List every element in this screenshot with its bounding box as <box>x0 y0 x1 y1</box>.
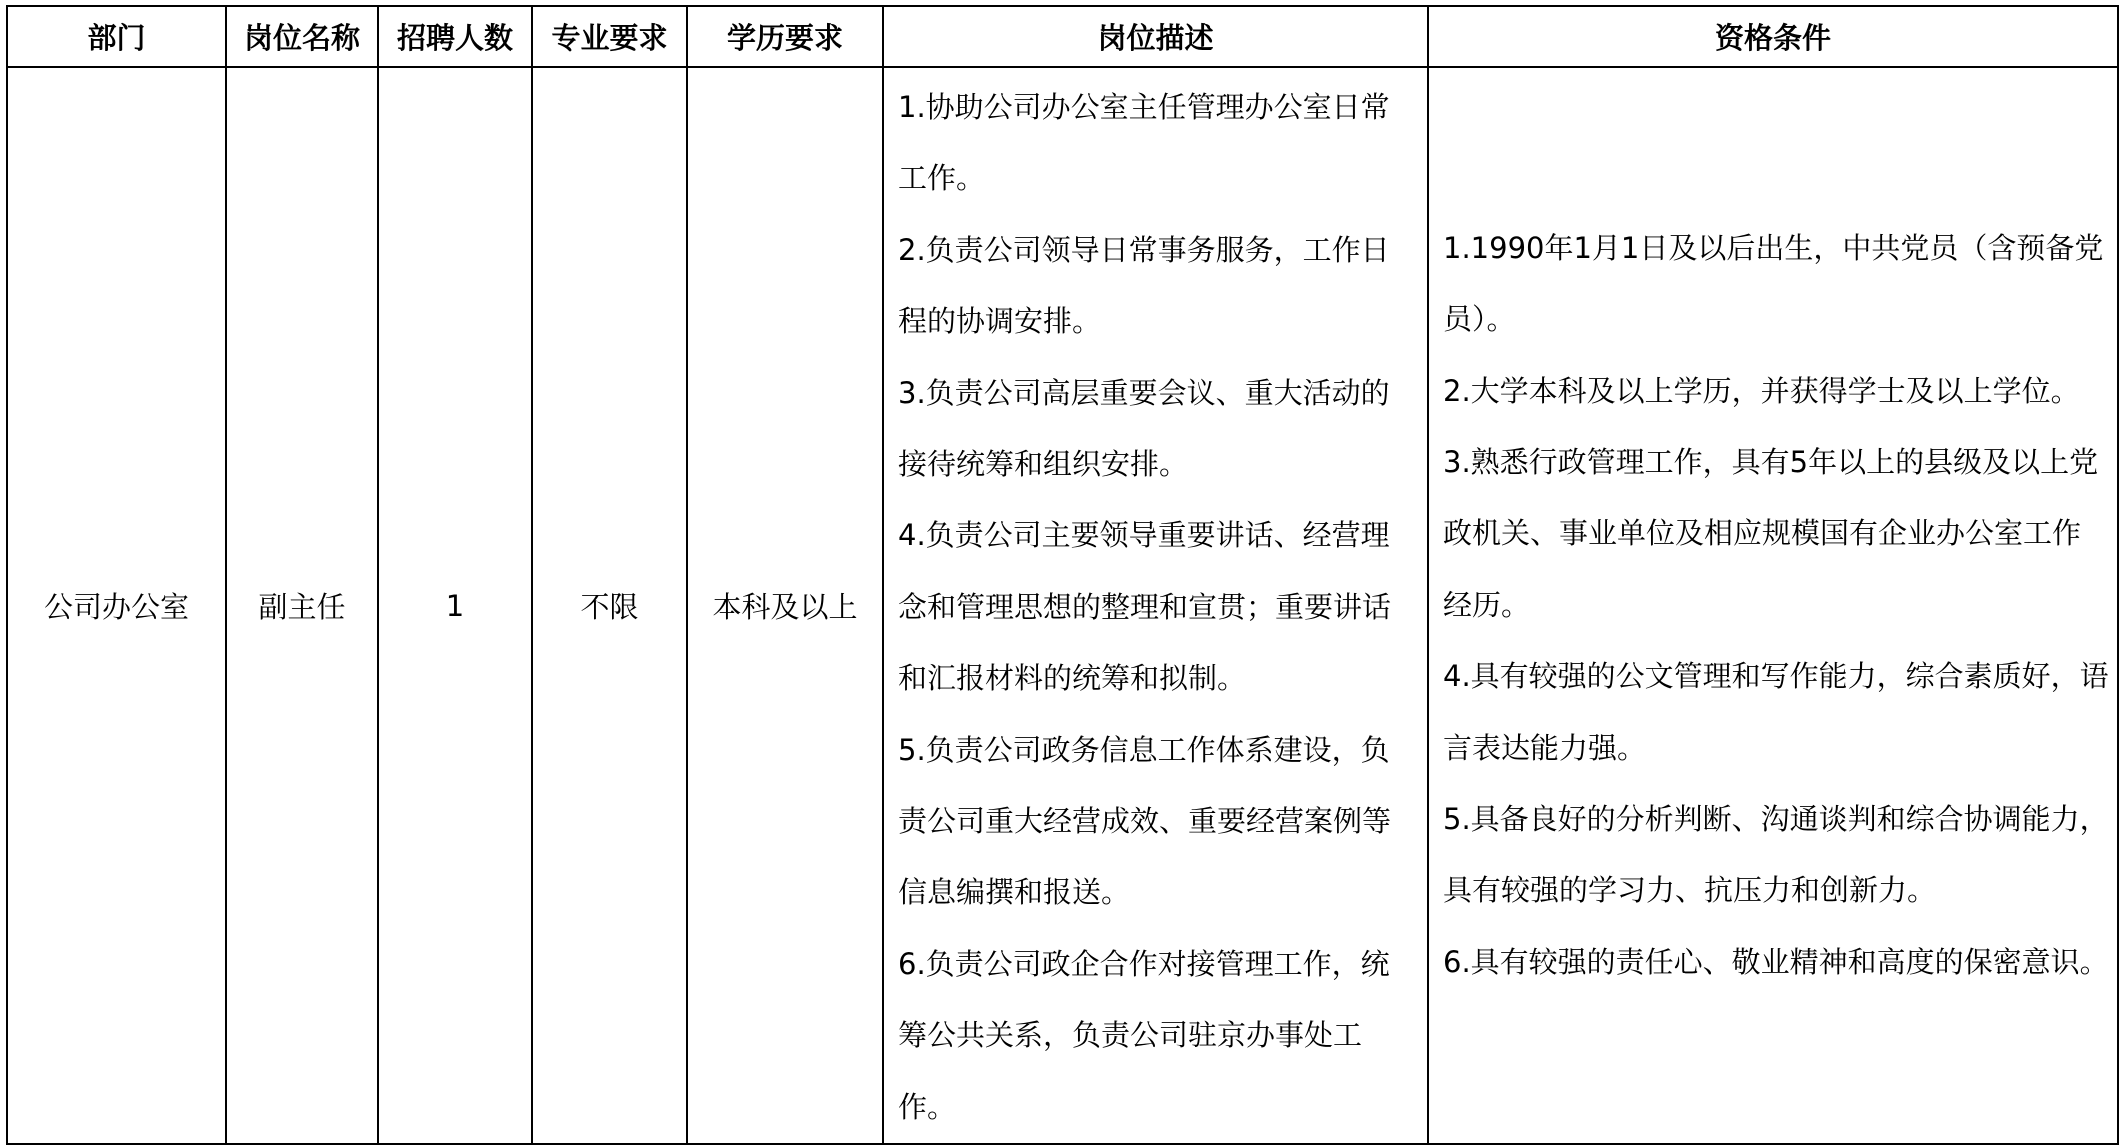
header-description: 岗位描述 <box>883 6 1428 67</box>
cell-education: 本科及以上 <box>687 67 883 1144</box>
qualification-item: 5.具备良好的分析判断、沟通谈判和综合协调能力，具有较强的学习力、抗压力和创新力。 <box>1443 802 2109 908</box>
qualification-item: 4.具有较强的公文管理和写作能力，综合素质好，语言表达能力强。 <box>1443 659 2109 765</box>
qualification-item: 3.熟悉行政管理工作，具有5年以上的县级及以上党政机关、事业单位及相应规模国有企业办公室工作经历。 <box>1443 445 2099 622</box>
cell-position: 副主任 <box>226 67 378 1144</box>
description-item: 3.负责公司高层重要会议、重大活动的接待统筹和组织安排。 <box>898 375 1390 482</box>
header-qualifications: 资格条件 <box>1428 6 2118 67</box>
cell-headcount: 1 <box>378 67 532 1144</box>
description-item: 1.协助公司办公室主任管理办公室日常工作。 <box>898 90 1390 196</box>
cell-qualifications <box>1428 67 2118 1144</box>
table-header-row <box>7 6 2118 67</box>
description-item: 5.负责公司政务信息工作体系建设，负责公司重大经营成效、重要经营案例等信息编撰和报送。 <box>898 732 1392 910</box>
description-item: 6.负责公司政企合作对接管理工作，统筹公共关系，负责公司驻京办事处工作。 <box>898 946 1390 1124</box>
header-major: 专业要求 <box>532 6 687 67</box>
cell-department: 公司办公室 <box>7 67 226 1144</box>
qualification-item: 1.1990年1月1日及以后出生，中共党员（含预备党员）。 <box>1443 230 2104 337</box>
header-position: 岗位名称 <box>226 6 378 67</box>
header-headcount: 招聘人数 <box>378 6 532 67</box>
qualification-item: 6.具有较强的责任心、敬业精神和高度的保密意识。 <box>1443 944 2109 979</box>
cell-major: 不限 <box>532 67 687 1144</box>
description-item: 2.负责公司领导日常事务服务，工作日程的协调安排。 <box>898 232 1390 339</box>
cell-description <box>883 67 1428 1144</box>
header-department: 部门 <box>7 6 226 67</box>
table-row <box>7 67 2118 1144</box>
qualification-item: 2.大学本科及以上学历，并获得学士及以上学位。 <box>1443 373 2080 408</box>
description-item: 4.负责公司主要领导重要讲话、经营理念和管理思想的整理和宣贯；重要讲话和汇报材料的统筹和拟制。 <box>898 518 1392 696</box>
recruitment-table <box>6 5 2119 1145</box>
header-education: 学历要求 <box>687 6 883 67</box>
